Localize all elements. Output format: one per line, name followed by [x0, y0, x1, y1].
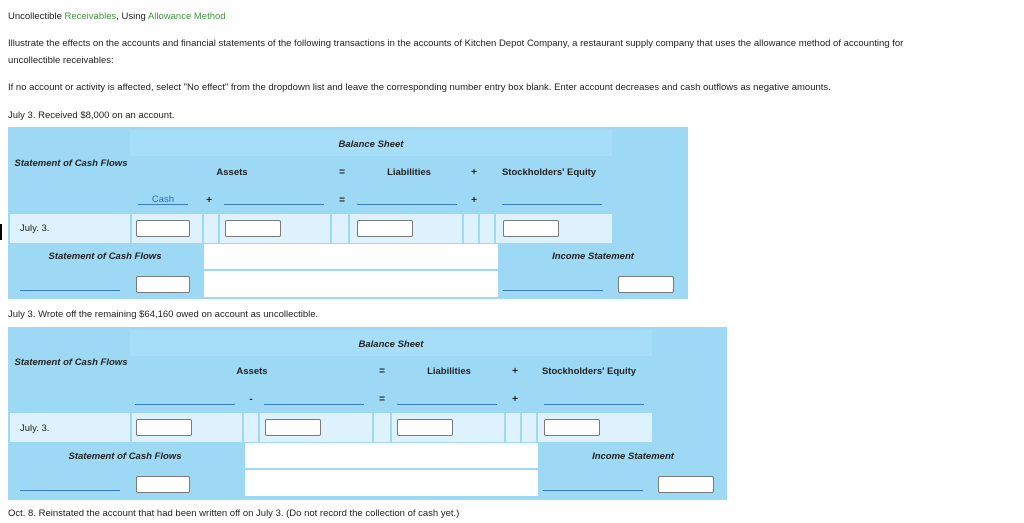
is-amount-input[interactable]	[618, 276, 674, 293]
title-separator: , Using	[116, 11, 148, 22]
liability-amount-input[interactable]	[357, 220, 413, 237]
asset-account-dropdown[interactable]	[135, 394, 235, 405]
is-account-dropdown[interactable]	[543, 480, 643, 491]
transaction-3-description: Oct. 8. Reinstated the account that had been written off on July 3. (Do not record the collection of cash yet.)	[8, 508, 460, 519]
is-amount-input[interactable]	[658, 476, 714, 493]
liability-amount-input[interactable]	[397, 419, 453, 436]
scf-header: Statement of Cash Flows	[14, 158, 128, 169]
assets-header: Assets	[216, 167, 248, 178]
instruction-note: If no account or activity is affected, select "No effect" from the dropdown list and leave the corresponding number entry box blank. Enter account decreases and cash outflows as negative amounts.	[8, 82, 831, 93]
scf-activity-dropdown[interactable]	[20, 280, 120, 291]
cash-amount-input[interactable]	[136, 220, 190, 237]
equity-amount-input[interactable]	[544, 419, 600, 436]
equals-sign: =	[379, 394, 385, 405]
cash-account-dropdown[interactable]: Cash	[138, 194, 188, 205]
scf-footer-header: Statement of Cash Flows	[48, 251, 162, 262]
spacer-cell	[506, 413, 520, 442]
contra-asset-amount-input[interactable]	[265, 419, 321, 436]
title-prefix: Uncollectible	[8, 11, 65, 22]
spacer-cell	[204, 214, 218, 243]
spacer-cell	[244, 413, 258, 442]
equity-amount-input[interactable]	[503, 220, 559, 237]
is-footer-header: Income Statement	[552, 251, 634, 262]
is-footer-header: Income Statement	[592, 451, 674, 462]
equals-sign: =	[379, 366, 385, 377]
spacer-cell	[374, 413, 390, 442]
equals-sign: =	[339, 195, 345, 206]
scf-amount-input[interactable]	[136, 476, 190, 493]
equity-header: Stockholders' Equity	[541, 366, 637, 377]
transaction-1-description: July 3. Received $8,000 on an account.	[8, 110, 175, 121]
liabilities-header: Liabilities	[387, 167, 431, 178]
blank-cell	[204, 244, 498, 269]
scf-header: Statement of Cash Flows	[14, 357, 128, 368]
balance-sheet-header: Balance Sheet	[358, 339, 424, 350]
contra-asset-account-dropdown[interactable]	[264, 394, 364, 405]
liability-account-dropdown[interactable]	[357, 194, 457, 205]
asset-amount-input[interactable]	[225, 220, 281, 237]
asset-account-dropdown[interactable]	[224, 194, 324, 205]
minus-sign: -	[249, 394, 253, 405]
spacer-cell	[522, 413, 536, 442]
equity-account-dropdown[interactable]	[502, 194, 602, 205]
blank-cell	[245, 470, 538, 496]
instruction-line-1: Illustrate the effects on the accounts and financial statements of the following transactions in the accounts of Kitchen Depot Company, a restaurant supply company that uses the allowance method of accounting for	[8, 38, 904, 49]
row-label: July. 3.	[20, 223, 50, 234]
balance-sheet-header: Balance Sheet	[338, 139, 404, 150]
liabilities-header: Liabilities	[427, 366, 471, 377]
row-label: July. 3.	[20, 423, 50, 434]
spacer-cell	[480, 214, 494, 243]
allowance-method-link[interactable]: Allowance Method	[147, 11, 226, 22]
scf-amount-input[interactable]	[136, 276, 190, 293]
plus-sign: +	[471, 167, 477, 178]
transaction-2-description: July 3. Wrote off the remaining $64,160 owed on account as uncollectible.	[8, 309, 319, 320]
left-edge-marker	[0, 224, 2, 240]
plus-sign: +	[512, 366, 518, 377]
blank-cell	[204, 271, 498, 297]
spacer-cell	[332, 214, 348, 243]
equity-header: Stockholders' Equity	[501, 167, 597, 178]
spacer-cell	[464, 214, 478, 243]
plus-sign: +	[512, 394, 518, 405]
plus-sign: +	[471, 195, 477, 206]
is-account-dropdown[interactable]	[503, 280, 603, 291]
equals-sign: =	[339, 167, 345, 178]
assets-header: Assets	[236, 366, 268, 377]
scf-footer-header: Statement of Cash Flows	[68, 451, 182, 462]
receivables-link[interactable]: Receivables	[64, 11, 117, 22]
liability-account-dropdown[interactable]	[397, 394, 497, 405]
instruction-line-2: uncollectible receivables:	[8, 55, 114, 66]
equity-account-dropdown[interactable]	[544, 394, 644, 405]
asset-amount-input[interactable]	[136, 419, 192, 436]
plus-sign: +	[206, 195, 212, 206]
page-title	[8, 11, 226, 22]
scf-activity-dropdown[interactable]	[20, 480, 120, 491]
blank-cell	[245, 443, 538, 468]
